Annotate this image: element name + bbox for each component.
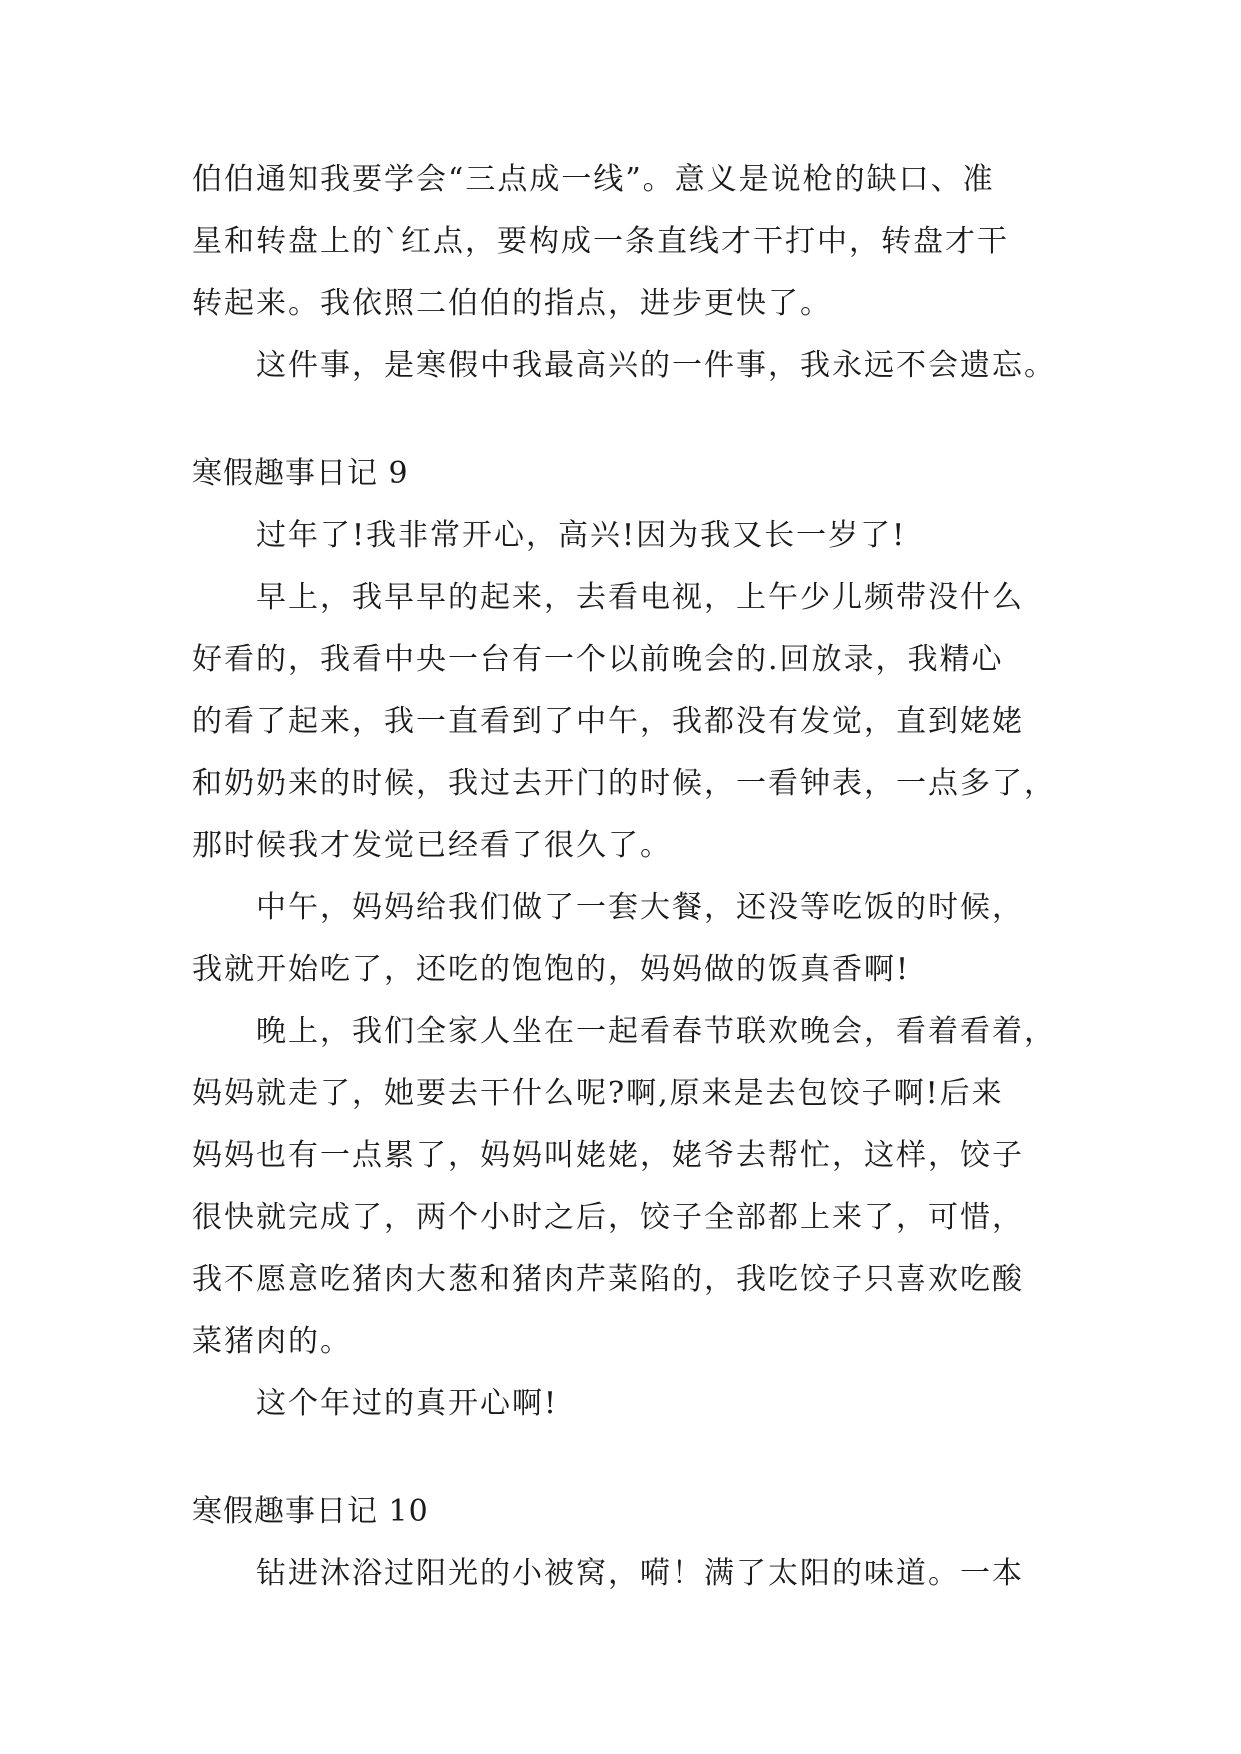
text-line: 我就开始吃了，还吃的饱饱的，妈妈做的饭真香啊!	[192, 952, 911, 987]
paragraph-line: 中午，妈妈给我们做了一套大餐，还没等吃饭的时候，	[256, 890, 1024, 925]
paragraph-line: 钻进沐浴过阳光的小被窝，嗬！满了太阳的味道。一本	[256, 1556, 1024, 1591]
text-line: 和奶奶来的时候，我过去开门的时候，一看钟表，一点多了，	[192, 766, 1056, 801]
paragraph-line: 晚上，我们全家人坐在一起看春节联欢晚会，看着看着，	[256, 1014, 1056, 1049]
text-line: 星和转盘上的`红点，要构成一条直线才干打中，转盘才干	[192, 224, 1009, 259]
text-line: 妈妈也有一点累了，妈妈叫姥姥，姥爷去帮忙，这样，饺子	[192, 1138, 1024, 1173]
paragraph-line: 这个年过的真开心啊!	[256, 1386, 559, 1421]
section-heading: 寒假趣事日记 9	[192, 456, 409, 491]
text-line: 妈妈就走了，她要去干什么呢?啊,原来是去包饺子啊!后来	[192, 1076, 1004, 1111]
text-line: 的看了起来，我一直看到了中午，我都没有发觉，直到姥姥	[192, 704, 1024, 739]
text-line: 伯伯通知我要学会“三点成一线”。意义是说枪的缺口、准	[192, 162, 995, 197]
text-line: 我不愿意吃猪肉大葱和猪肉芹菜陷的，我吃饺子只喜欢吃酸	[192, 1262, 1024, 1297]
text-line: 好看的，我看中央一台有一个以前晚会的.回放录，我精心	[192, 642, 1004, 677]
text-line: 那时候我才发觉已经看了很久了。	[192, 828, 672, 863]
section-heading: 寒假趣事日记 10	[192, 1494, 429, 1529]
text-line: 菜猪肉的。	[192, 1324, 352, 1359]
text-line: 很快就完成了，两个小时之后，饺子全部都上来了，可惜，	[192, 1200, 1024, 1235]
paragraph-line: 过年了!我非常开心，高兴!因为我又长一岁了!	[256, 518, 907, 553]
text-line: 转起来。我依照二伯伯的指点，进步更快了。	[192, 286, 832, 321]
paragraph-line: 早上，我早早的起来，去看电视，上午少儿频带没什么	[256, 580, 1024, 615]
paragraph-line: 这件事，是寒假中我最高兴的一件事，我永远不会遗忘。	[256, 348, 1056, 383]
